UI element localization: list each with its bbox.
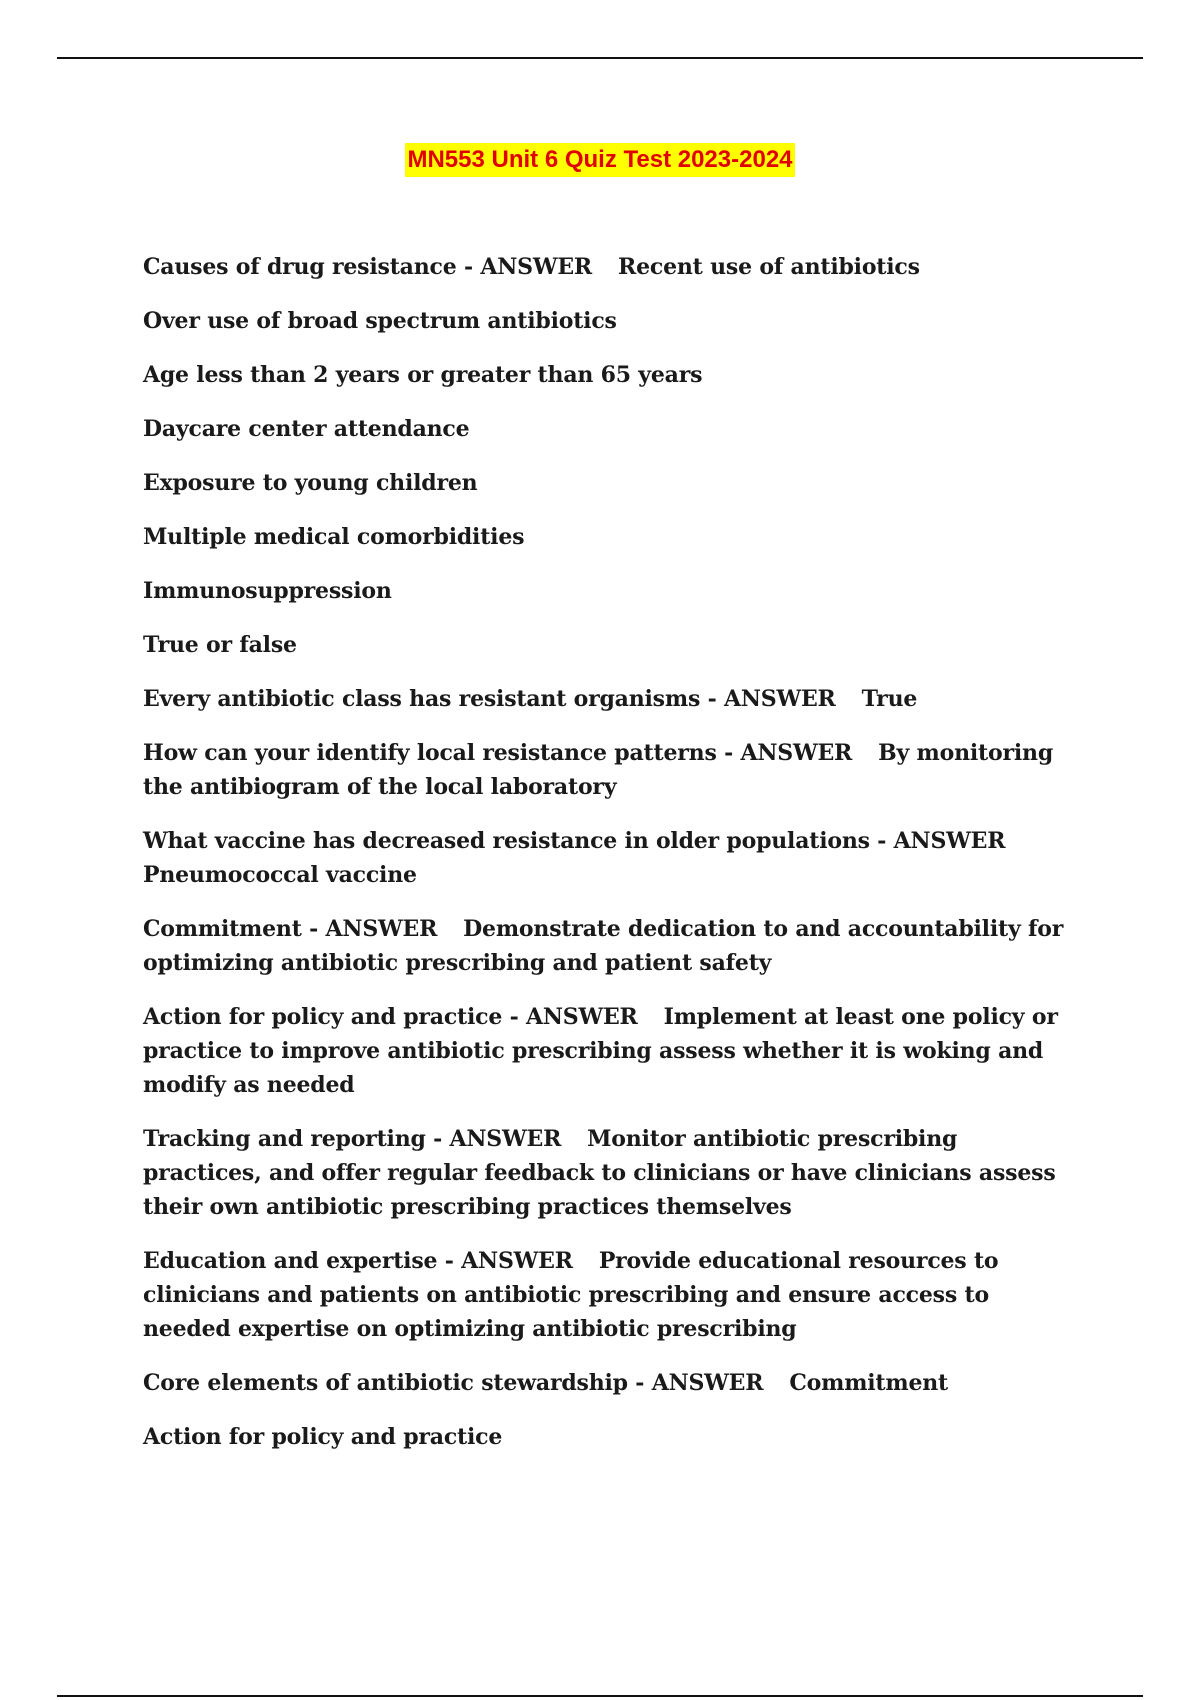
list-item: Action for policy and practice — [143, 1424, 503, 1450]
top-rule — [57, 57, 1143, 59]
question-text: Education and expertise - ANSWER — [143, 1248, 573, 1274]
answer-text: Implement at least one policy or practice to improve antibiotic prescribing assess whether it is woking and modify as needed — [143, 1004, 1058, 1098]
question-text: Causes of drug resistance - ANSWER — [143, 254, 592, 280]
question-text: Tracking and reporting - ANSWER — [143, 1126, 562, 1152]
list-item: Multiple medical comorbidities — [143, 524, 525, 550]
question-text: Commitment - ANSWER — [143, 916, 438, 942]
qa-entry — [143, 912, 1083, 980]
answer-text: Provide educational resources to clinicians and patients on antibiotic prescribing and ensure access to needed expertise on optimizing antibiotic prescribing — [143, 1248, 999, 1342]
answer-text: Recent use of antibiotics — [618, 254, 920, 280]
answer-text: Demonstrate dedication to and accountability for optimizing antibiotic prescribing and patient safety — [143, 916, 1064, 976]
question-text: Core elements of antibiotic stewardship - ANSWER — [143, 1370, 764, 1396]
answer-text: Commitment — [789, 1370, 949, 1396]
answer-text: By monitoring the antibiogram of the local laboratory — [143, 740, 1054, 800]
question-text: How can your identify local resistance patterns - ANSWER — [143, 740, 853, 766]
question-text: Every antibiotic class has resistant organisms - ANSWER — [143, 686, 836, 712]
list-item: Daycare center attendance — [143, 416, 470, 442]
answer-text: Monitor antibiotic prescribing practices, and offer regular feedback to clinicians or have clinicians assess their own antibiotic prescribing practices themselves — [143, 1126, 1056, 1220]
qa-entry — [143, 736, 1083, 804]
qa-entry — [143, 1000, 1083, 1102]
question-text: What vaccine has decreased resistance in older populations - ANSWER — [143, 828, 1006, 854]
list-item: True or false — [143, 632, 297, 658]
title-area — [0, 143, 1200, 177]
qa-entry — [143, 824, 1083, 892]
document-title: MN553 Unit 6 Quiz Test 2023-2024 — [405, 143, 794, 177]
list-item: Exposure to young children — [143, 470, 478, 496]
answer-text: True — [861, 686, 918, 712]
bottom-rule — [57, 1695, 1143, 1697]
qa-entry — [143, 1122, 1083, 1224]
question-text: Action for policy and practice - ANSWER — [143, 1004, 638, 1030]
list-item: Over use of broad spectrum antibiotics — [143, 308, 617, 334]
qa-entry — [143, 250, 1083, 284]
qa-entry — [143, 682, 1083, 716]
qa-entry — [143, 1244, 1083, 1346]
qa-entry — [143, 1366, 1083, 1400]
document-body — [143, 250, 1083, 1474]
list-item: Immunosuppression — [143, 578, 392, 604]
list-item: Age less than 2 years or greater than 65 years — [143, 362, 703, 388]
answer-text: Pneumococcal vaccine — [143, 862, 417, 888]
